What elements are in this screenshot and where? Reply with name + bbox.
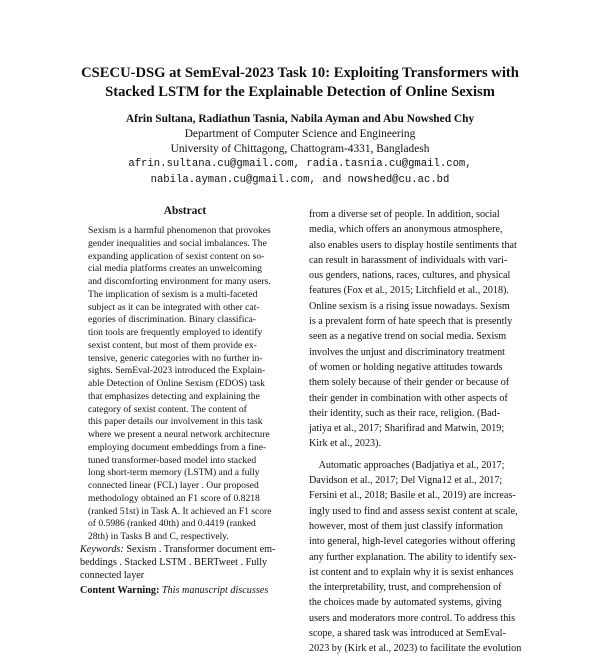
title-line: CSECU-DSG at SemEval-2023 Task 10: Exploiting Transformers with [81,65,519,81]
body-line: users and moderators more control. To address this [309,612,516,624]
body-line: can result in harassment of individuals with vari- [309,254,508,266]
content-warning [80,584,290,597]
body-line: the interpretability, trust, and comprehension of [309,582,502,594]
body-line: into general, high-level categories without offering [309,536,516,548]
body-line: Fersini et al., 2018; Basile et al., 2019) are increas- [309,490,516,502]
body-line: them solely because of their gender or because of [309,377,510,389]
abstract-line: sights. SemEval-2023 introduced the Explain- [88,365,266,377]
keywords [80,543,290,582]
body-line: features (Fox et al., 2015; Litchfield et al., 2018). [309,285,509,297]
content-warning-text: This manuscript discusses [159,585,269,596]
keywords-line [80,543,290,556]
email-line: nabila.ayman.cu@gmail.com, and nowshed@cu.ac.bd [150,174,450,186]
abstract-line: tuned transformer-based model into stacked [88,454,257,466]
body-line: Online sexism is a rising issue nowadays. Sexism [309,300,510,312]
abstract-line: that emphasizes detecting and explaining the [88,390,260,402]
abstract-line: sexist content, but most of them provide ex- [88,339,257,351]
abstract-body [88,225,282,544]
affiliation-line: Department of Computer Science and Engineering [184,128,416,140]
abstract-line: able Detection of Online Sexism (EDOS) task [88,378,265,389]
abstract-line: tion tools are frequently employed to identify [88,327,263,338]
body-line: of women or holding negative attitudes towards [309,361,503,373]
right-column [309,207,531,657]
abstract-line: employing document embeddings from a fine- [88,441,267,453]
abstract-line: gender inequalities and social imbalances. The [88,237,267,249]
affiliation-line: University of Chittagong, Chattogram-4331, Bangladesh [170,143,430,155]
abstract-line: and discomforting environment for many users. [88,276,271,287]
body-line: the choices made by automated systems, giving [309,597,502,609]
body-line: also enables users to display hostile sentiments that [309,239,517,251]
body-line: jatiya et al., 2017; Sharifirad and Matwin, 2019; [309,423,505,435]
body-line: seen as a negative trend on social media. Sexism [309,331,507,343]
keywords-text: Sexism . Transformer document em- [123,544,276,555]
keywords-label: Keywords: [80,544,124,555]
body-line: involves the unjust and discriminatory treatment [309,346,505,358]
abstract-line: where we present a neural network architecture [88,429,270,440]
abstract-line: cial media platforms creates an unwelcoming [88,263,262,275]
content-warning-line [80,584,290,597]
body-line: Automatic approaches (Badjatiya et al., 2017; [309,459,505,471]
body-line: from a diverse set of people. In addition, social [309,209,500,220]
body-line: is a prevalent form of hate speech that is presently [309,316,513,328]
email-list [40,156,560,188]
abstract-line: 28th) in Tasks B and C, respectively. [88,531,229,542]
email-line: afrin.sultana.cu@gmail.com, radia.tasnia.cu@gmail.com, [128,158,472,170]
abstract-line: connected linear (FCL) layer . Our proposed [88,480,259,491]
abstract-line: long short-term memory (LSTM) and a fully [88,467,260,479]
abstract-line: Sexism is a harmful phenomenon that provokes [88,225,271,236]
abstract-heading: Abstract [163,205,207,217]
body-line: media, which offers an anonymous atmosphere, [309,224,503,236]
body-line: however, most of them just classify information [309,520,503,532]
abstract-line: this paper details our involvement in this task [88,416,263,428]
body-line: ous genders, nations, races, cultures, and physical [309,270,511,282]
paper-title [40,64,560,102]
body-line: their identity, such as their race, religion. (Bad- [309,407,501,419]
affiliation [40,127,560,157]
body-line: 2023 by (Kirk et al., 2023) to facilitate the evolution [309,643,522,655]
keywords-line: connected layer [80,570,145,581]
abstract-line: category of sexist content. The content of [88,403,247,415]
body-line: their gender in combination with other aspects of [309,392,508,404]
abstract-line: egories of discrimination. Binary classifica- [88,314,257,326]
body-line: scope, a shared task was introduced at SemEval- [309,628,506,640]
body-line: Davidson et al., 2017; Del Vigna12 et al., 2017; [309,475,503,487]
abstract-line: tensive, generic categories with no further in- [88,352,263,364]
body-line: ist content and to explain why it is sexist enhances [309,566,514,578]
abstract-line: subject as it can be integrated with other cat- [88,301,260,313]
content-warning-label: Content Warning: [80,585,160,596]
abstract-line: The implication of sexism is a multi-faceted [88,288,258,300]
body-line: any further explanation. The ability to identify sex- [309,551,517,563]
body-line: Kirk et al., 2023). [309,438,381,450]
abstract-line: (ranked 51st) in Task A. It achieved an F1 score [88,505,272,517]
title-line: Stacked LSTM for the Explainable Detection of Online Sexism [105,84,495,100]
body-line: ingly used to find and assess sexist content at scale, [309,505,518,517]
abstract-line: expanding application of sexist content on so- [88,250,265,262]
author-list: Afrin Sultana, Radiathun Tasnia, Nabila Ayman and Abu Nowshed Chy [125,113,475,125]
abstract-line: of 0.5986 (ranked 40th) and 0.4419 (ranked [88,518,256,530]
keywords-line: beddings . Stacked LSTM . BERTweet . Fully [80,557,268,568]
abstract-line: methodology obtained an F1 score of 0.8218 [88,492,260,504]
